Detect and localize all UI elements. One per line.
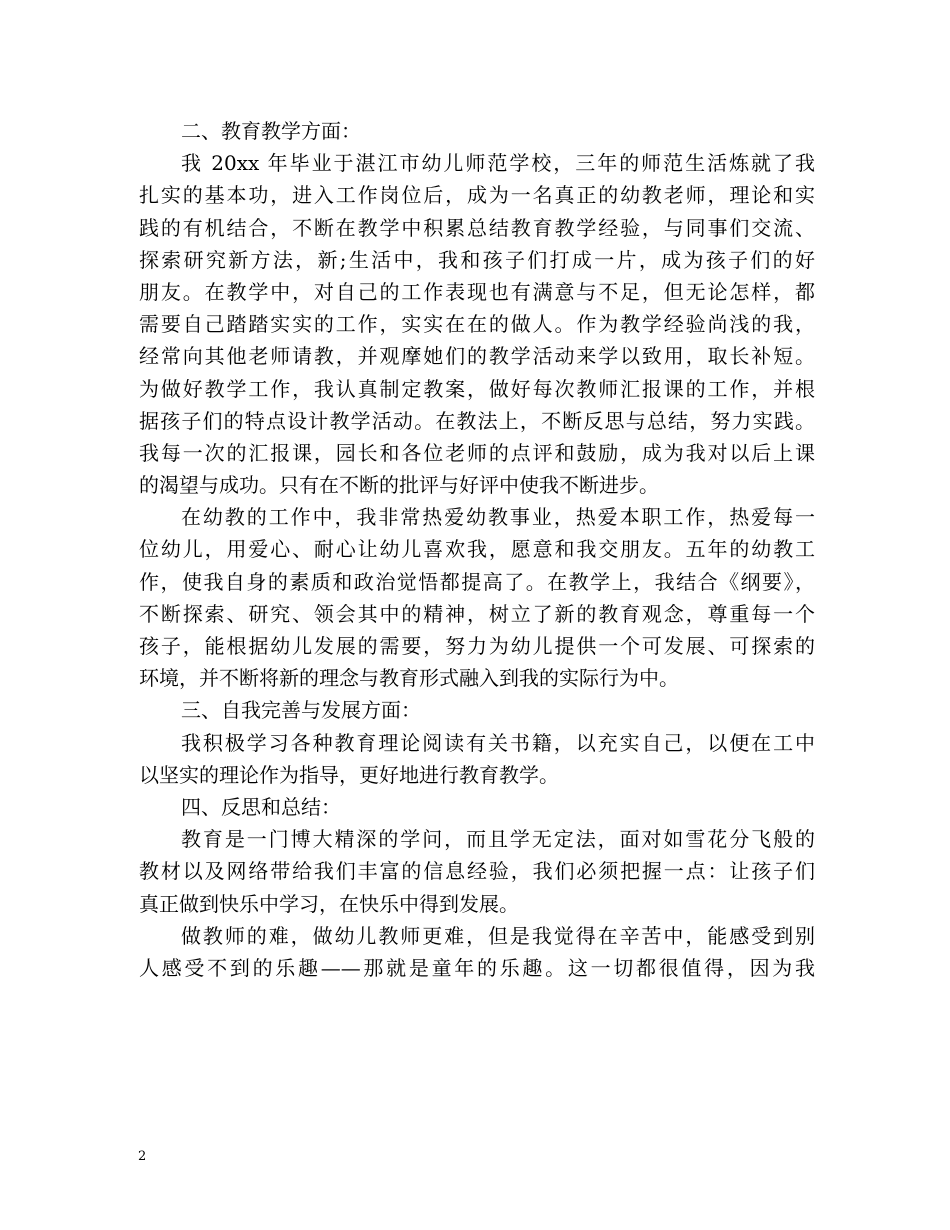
body-text <box>139 115 815 984</box>
heading-reflection-summary: 四、反思和总结： <box>181 794 341 819</box>
text-line: 我积极学习各种教育理论阅读有关书籍，以充实自己，以便在工中 <box>181 730 815 755</box>
text-line: 教育是一门博大精深的学问，而且学无定法，面对如雪花分飞般的 <box>181 827 815 852</box>
text-line: 朋友。在教学中，对自己的工作表现也有满意与不足，但无论怎样，都 <box>139 279 815 304</box>
text-line: 我 20xx 年毕业于湛江市幼儿师范学校，三年的师范生活炼就了我 <box>181 151 815 176</box>
text-line: 据孩子们的特点设计教学活动。在教法上，不断反思与总结，努力实践。 <box>139 408 815 433</box>
text-line: 我每一次的汇报课，园长和各位老师的点评和鼓励，成为我对以后上课 <box>139 440 815 465</box>
text-line: 不断探索、研究、领会其中的精神，树立了新的教育观念，尊重每一个 <box>139 601 815 626</box>
text-line: 做教师的难，做幼儿教师更难，但是我觉得在辛苦中，能感受到别 <box>181 923 815 948</box>
page-number: 2 <box>138 1149 147 1164</box>
text-line: 的渴望与成功。只有在不断的批评与好评中使我不断进步。 <box>139 473 659 498</box>
heading-education-teaching: 二、教育教学方面： <box>181 119 361 143</box>
text-line: 在幼教的工作中，我非常热爱幼教事业，热爱本职工作，热爱每一 <box>181 505 815 530</box>
text-line: 人感受不到的乐趣——那就是童年的乐趣。这一切都很值得，因为我 <box>139 955 815 980</box>
text-line: 扎实的基本功，进入工作岗位后，成为一名真正的幼教老师，理论和实 <box>139 183 815 208</box>
text-line: 真正做到快乐中学习，在快乐中得到发展。 <box>139 891 519 916</box>
text-line: 孩子，能根据幼儿发展的需要，努力为幼儿提供一个可发展、可探索的 <box>139 634 815 658</box>
heading-self-improvement: 三、自我完善与发展方面： <box>181 698 421 723</box>
text-line: 经常向其他老师请教，并观摩她们的教学活动来学以致用，取长补短。 <box>139 344 815 369</box>
text-line: 位幼儿，用爱心、耐心让幼儿喜欢我，愿意和我交朋友。五年的幼教工 <box>139 537 815 562</box>
text-line: 教材以及网络带给我们丰富的信息经验，我们必须把握一点：让孩子们 <box>139 859 815 884</box>
text-line: 为做好教学工作，我认真制定教案，做好每次教师汇报课的工作，并根 <box>139 376 815 401</box>
text-line: 作，使我自身的素质和政治觉悟都提高了。在教学上，我结合《纲要》， <box>139 569 815 594</box>
text-line: 探索研究新方法，新;生活中，我和孩子们打成一片，成为孩子们的好 <box>139 247 815 272</box>
text-line: 以坚实的理论作为指导，更好地进行教育教学。 <box>139 762 559 787</box>
text-line: 践的有机结合，不断在教学中积累总结教育教学经验，与同事们交流、 <box>139 215 815 240</box>
text-line: 环境，并不断将新的理念与教育形式融入到我的实际行为中。 <box>139 666 679 691</box>
text-line: 需要自己踏踏实实的工作，实实在在的做人。作为教学经验尚浅的我， <box>139 312 815 337</box>
